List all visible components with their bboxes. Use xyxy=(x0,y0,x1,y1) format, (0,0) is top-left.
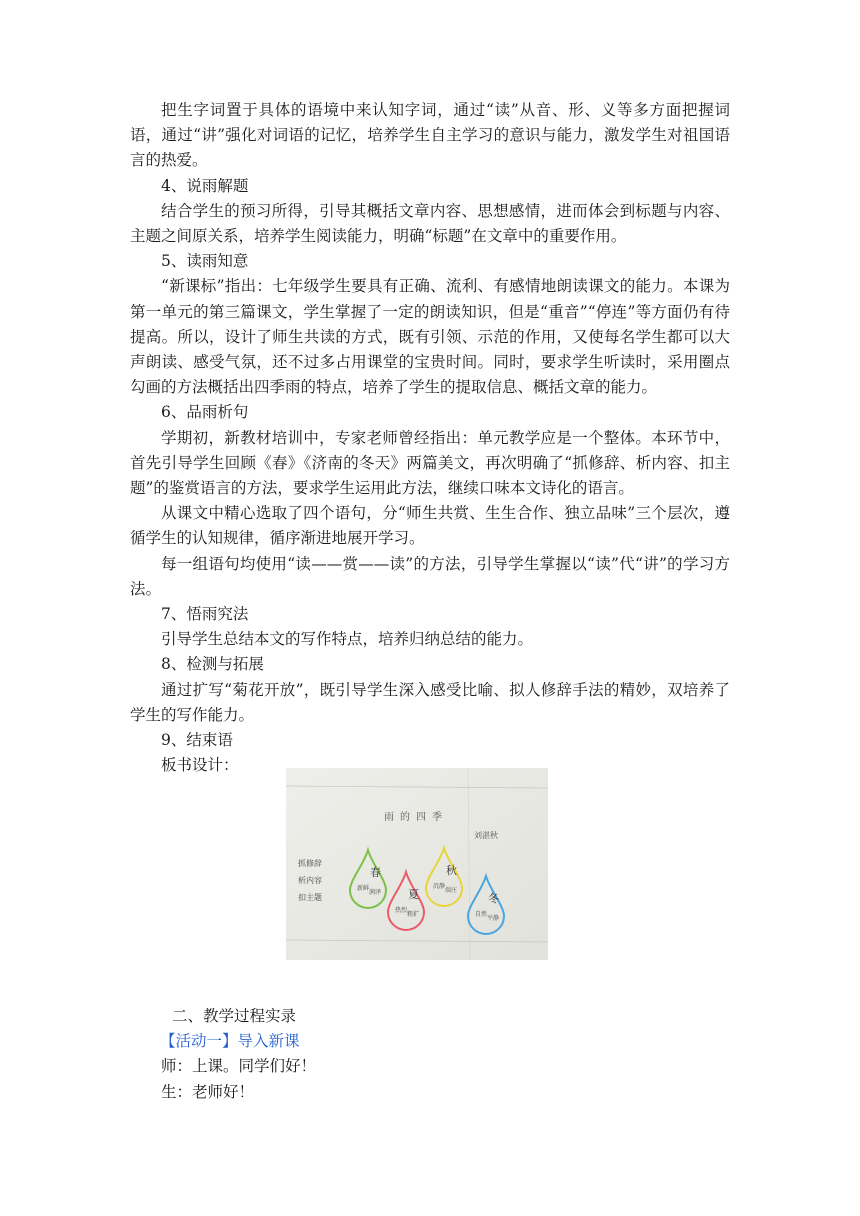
board-method-item: 扣主题 xyxy=(298,893,322,902)
season-word: 新鲜 xyxy=(357,885,370,892)
section-heading: 4、说雨解题 xyxy=(161,176,249,195)
body-paragraph: 学期初，新教材培训中，专家老师曾经指出：单元教学应是一个整体。本环节中，首先引导学生回顾《春》《济南的冬天》两篇美文，再次明确了“抓修辞、析内容、扣主题”的鉴赏语言的方法，要求学生运用此方法，继续口味本文诗化的语言。 xyxy=(130,428,730,498)
season-word: 平静 xyxy=(487,915,500,922)
section-heading: 6、品雨析句 xyxy=(161,403,249,422)
body-paragraph: “新课标”指出：七年级学生要具有正确、流利、有感情地朗读课文的能力。本课为第一单元的第三篇课文，学生掌握了一定的朗读知识，但是“重音”“停连”等方面仍有待提高。所以，设计了师生共读的方式，既有引领、示范的作用，又使每名学生都可以大声朗读、感受气氛，还不过多占用课堂的宝贵时间。同时，要求学生听读时，采用圈点勾画的方法概括出四季雨的特点，培养了学生的提取信息、概括文章的能力。 xyxy=(130,277,730,397)
teaching-record xyxy=(130,1004,730,1105)
section-heading: 9、结束语 xyxy=(161,731,233,750)
dialogue-line: 师：上课。同学们好！ xyxy=(161,1057,317,1076)
season-name: 夏 xyxy=(408,888,419,901)
section-heading: 7、悟雨究法 xyxy=(161,605,249,624)
season-word: 沉静 xyxy=(433,883,446,890)
season-name: 春 xyxy=(370,866,381,879)
blackboard-design-photo xyxy=(286,768,548,960)
season-word: 端庄 xyxy=(445,887,458,894)
section-title: 二、教学过程实录 xyxy=(172,1007,297,1025)
board-method-item: 析内容 xyxy=(298,876,322,885)
section-heading: 5、读雨知意 xyxy=(161,252,249,271)
activity-heading: 【活动一】导入新课 xyxy=(160,1032,300,1051)
section-heading: 8、检测与拓展 xyxy=(161,655,264,674)
body-paragraph: 从课文中精心选取了四个语句，分“师生共赏、生生合作、独立品味”三个层次，遵循学生的认知规律，循序渐进地展开学习。 xyxy=(130,504,730,548)
body-paragraph: 引导学生总结本文的写作特点，培养归纳总结的能力。 xyxy=(161,630,534,649)
body-paragraph: 结合学生的预习所得，引导其概括文章内容、思想感情，进而体会到标题与内容、主题之间原关系，培养学生阅读能力，明确“标题”在文章中的重要作用。 xyxy=(130,201,730,246)
body-paragraph: 通过扩写“菊花开放”，既引导学生深入感受比喻、拟人修辞手法的精妙，双培养了学生的写作能力。 xyxy=(130,680,730,724)
season-word: 自然 xyxy=(475,911,488,918)
season-word: 热烈 xyxy=(395,907,408,914)
lesson-text xyxy=(130,98,730,778)
board-method-item: 抓修辞 xyxy=(298,859,322,868)
body-paragraph: 每一组语句均使用“读——赏——读”的方法，引导学生掌握以“读”代“讲”的学习方法。 xyxy=(130,554,730,598)
season-name: 冬 xyxy=(488,892,499,905)
season-word: 粗犷 xyxy=(407,911,420,918)
board-method-notes xyxy=(298,858,322,902)
board-author: 刘湛秋 xyxy=(474,831,498,840)
dialogue-line: 生：老师好！ xyxy=(161,1082,255,1101)
board-title: 雨的四季 xyxy=(384,812,448,823)
season-name: 秋 xyxy=(446,864,457,877)
section-heading: 板书设计： xyxy=(161,756,239,775)
season-word: 润泽 xyxy=(369,889,382,896)
body-paragraph: 把生字词置于具体的语境中来认知字词，通过“读”从音、形、义等多方面把握词语，通过“讲”强化对词语的记忆，培养学生自主学习的意识与能力，激发学生对祖国语言的热爱。 xyxy=(130,101,730,170)
